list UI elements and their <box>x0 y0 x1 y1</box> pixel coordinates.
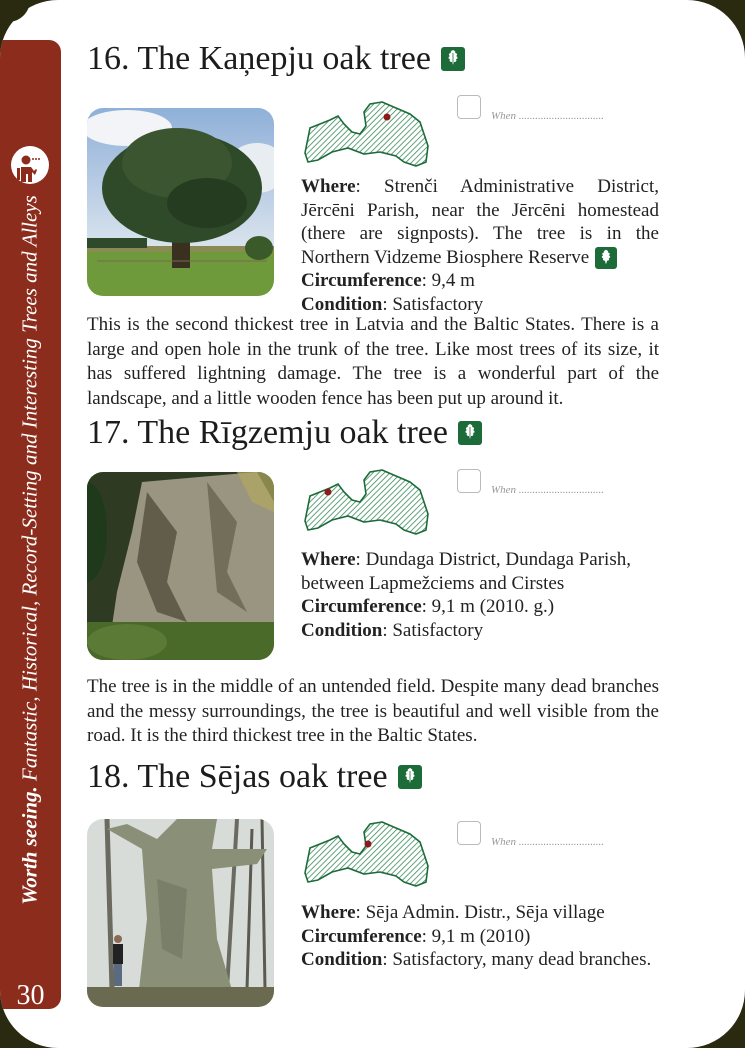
circumference-line: Circumference: 9,1 m (2010. g.) <box>301 596 555 617</box>
oak-leaf-icon <box>458 421 482 445</box>
latvia-map-rigzemju <box>300 466 432 538</box>
when-field[interactable]: When ............................... <box>491 836 605 848</box>
circumference-label: Circumference <box>301 596 422 617</box>
oak-leaf-icon <box>398 765 422 789</box>
circumference-value: 9,1 m (2010) <box>431 925 531 947</box>
latvia-map-kanepju <box>300 98 432 170</box>
condition-label: Condition <box>301 619 383 641</box>
where-value: Strenči Administrative District, Jērcēni Parish, near the Jērcēni homestead (there are signposts). The tree is in the Northern Vidzeme Biosphere Reserve <box>301 176 659 268</box>
where-value: Sēja Admin. Distr., Sēja village <box>365 902 605 923</box>
circumference-label: Circumference <box>301 270 422 292</box>
entry-description-17: The tree is in the middle of an untended field. Despite many dead branches and the messy surroundings, the tree is beautiful and well visible from the road. It is the third thickest tree in the Baltic States. <box>87 676 659 746</box>
where-label: Where <box>301 902 356 923</box>
condition-label: Condition <box>301 293 383 315</box>
section-title-rest: Fantastic, Historical, Record-Setting and Interesting Trees and Alleys <box>17 195 42 787</box>
oak-leaf-icon <box>595 247 617 269</box>
tree-photo-sejas <box>87 819 274 1007</box>
where-label: Where <box>301 549 356 570</box>
condition-line: Condition: Satisfactory <box>301 293 484 315</box>
circumference-line: Circumference: 9,4 m <box>301 270 475 292</box>
page-number: 30 <box>16 980 45 1011</box>
entry-description-16: This is the second thickest tree in Latvia and the Baltic States. There is a large and open hole in the trunk of the tree. Like most trees of its size, it has suffered lightning damage. The tree is a wonderful part of the landscape, and a little wooden fence has been put up around it. <box>87 314 659 409</box>
location-marker <box>384 114 391 121</box>
oak-leaf-icon <box>441 47 465 71</box>
entry-title-text: 16. The Kaņepju oak tree <box>87 40 431 77</box>
circumference-line: Circumference: 9,1 m (2010) <box>301 925 531 947</box>
location-marker <box>365 841 372 848</box>
circumference-value: 9,1 m (2010. g.) <box>431 596 555 617</box>
condition-line: Condition: Satisfactory <box>301 619 484 641</box>
visited-checkbox[interactable] <box>457 469 481 493</box>
entry-info-18 <box>301 901 659 972</box>
tree-photo-rigzemju <box>87 472 274 660</box>
when-field[interactable]: When ............................... <box>491 484 605 496</box>
circumference-value: 9,4 m <box>431 270 475 292</box>
when-field[interactable]: When ............................... <box>491 110 605 122</box>
location-marker <box>325 489 332 496</box>
entry-info-17 <box>301 548 659 642</box>
visited-checkbox[interactable] <box>457 95 481 119</box>
entry-title-17 <box>87 414 482 452</box>
condition-value: Satisfactory <box>392 293 484 315</box>
where-label: Where <box>301 176 356 197</box>
circumference-label: Circumference <box>301 925 422 947</box>
condition-line: Condition: Satisfactory, many dead branches. <box>301 949 652 970</box>
tree-photo-kanepju <box>87 108 274 296</box>
entry-title-text: 17. The Rīgzemju oak tree <box>87 414 448 451</box>
entry-title-18 <box>87 758 422 796</box>
visited-checkbox[interactable] <box>457 821 481 845</box>
where-value: Dundaga District, Dundaga Parish, between Lapmežciems and Cirstes <box>301 549 631 594</box>
where-line: Where: Strenči Administrative District, Jērcēni Parish, near the Jērcēni homestead (there are signposts). The tree is in the Northern Vidzeme Biosphere Reserve <box>301 176 659 268</box>
guide-person-icon <box>11 146 49 184</box>
entry-info-16 <box>301 175 659 316</box>
condition-value: Satisfactory, many dead branches. <box>392 949 652 970</box>
entry-title-text: 18. The Sējas oak tree <box>87 758 388 795</box>
section-title-bold: Worth seeing. <box>17 786 42 905</box>
where-line: Where: Sēja Admin. Distr., Sēja village <box>301 902 605 923</box>
latvia-map-sejas <box>300 818 432 890</box>
where-line: Where: Dundaga District, Dundaga Parish, between Lapmežciems and Cirstes <box>301 549 631 594</box>
condition-value: Satisfactory <box>392 619 484 641</box>
condition-label: Condition <box>301 949 383 970</box>
entry-title-16 <box>87 40 465 78</box>
section-sidebar <box>0 40 61 1009</box>
